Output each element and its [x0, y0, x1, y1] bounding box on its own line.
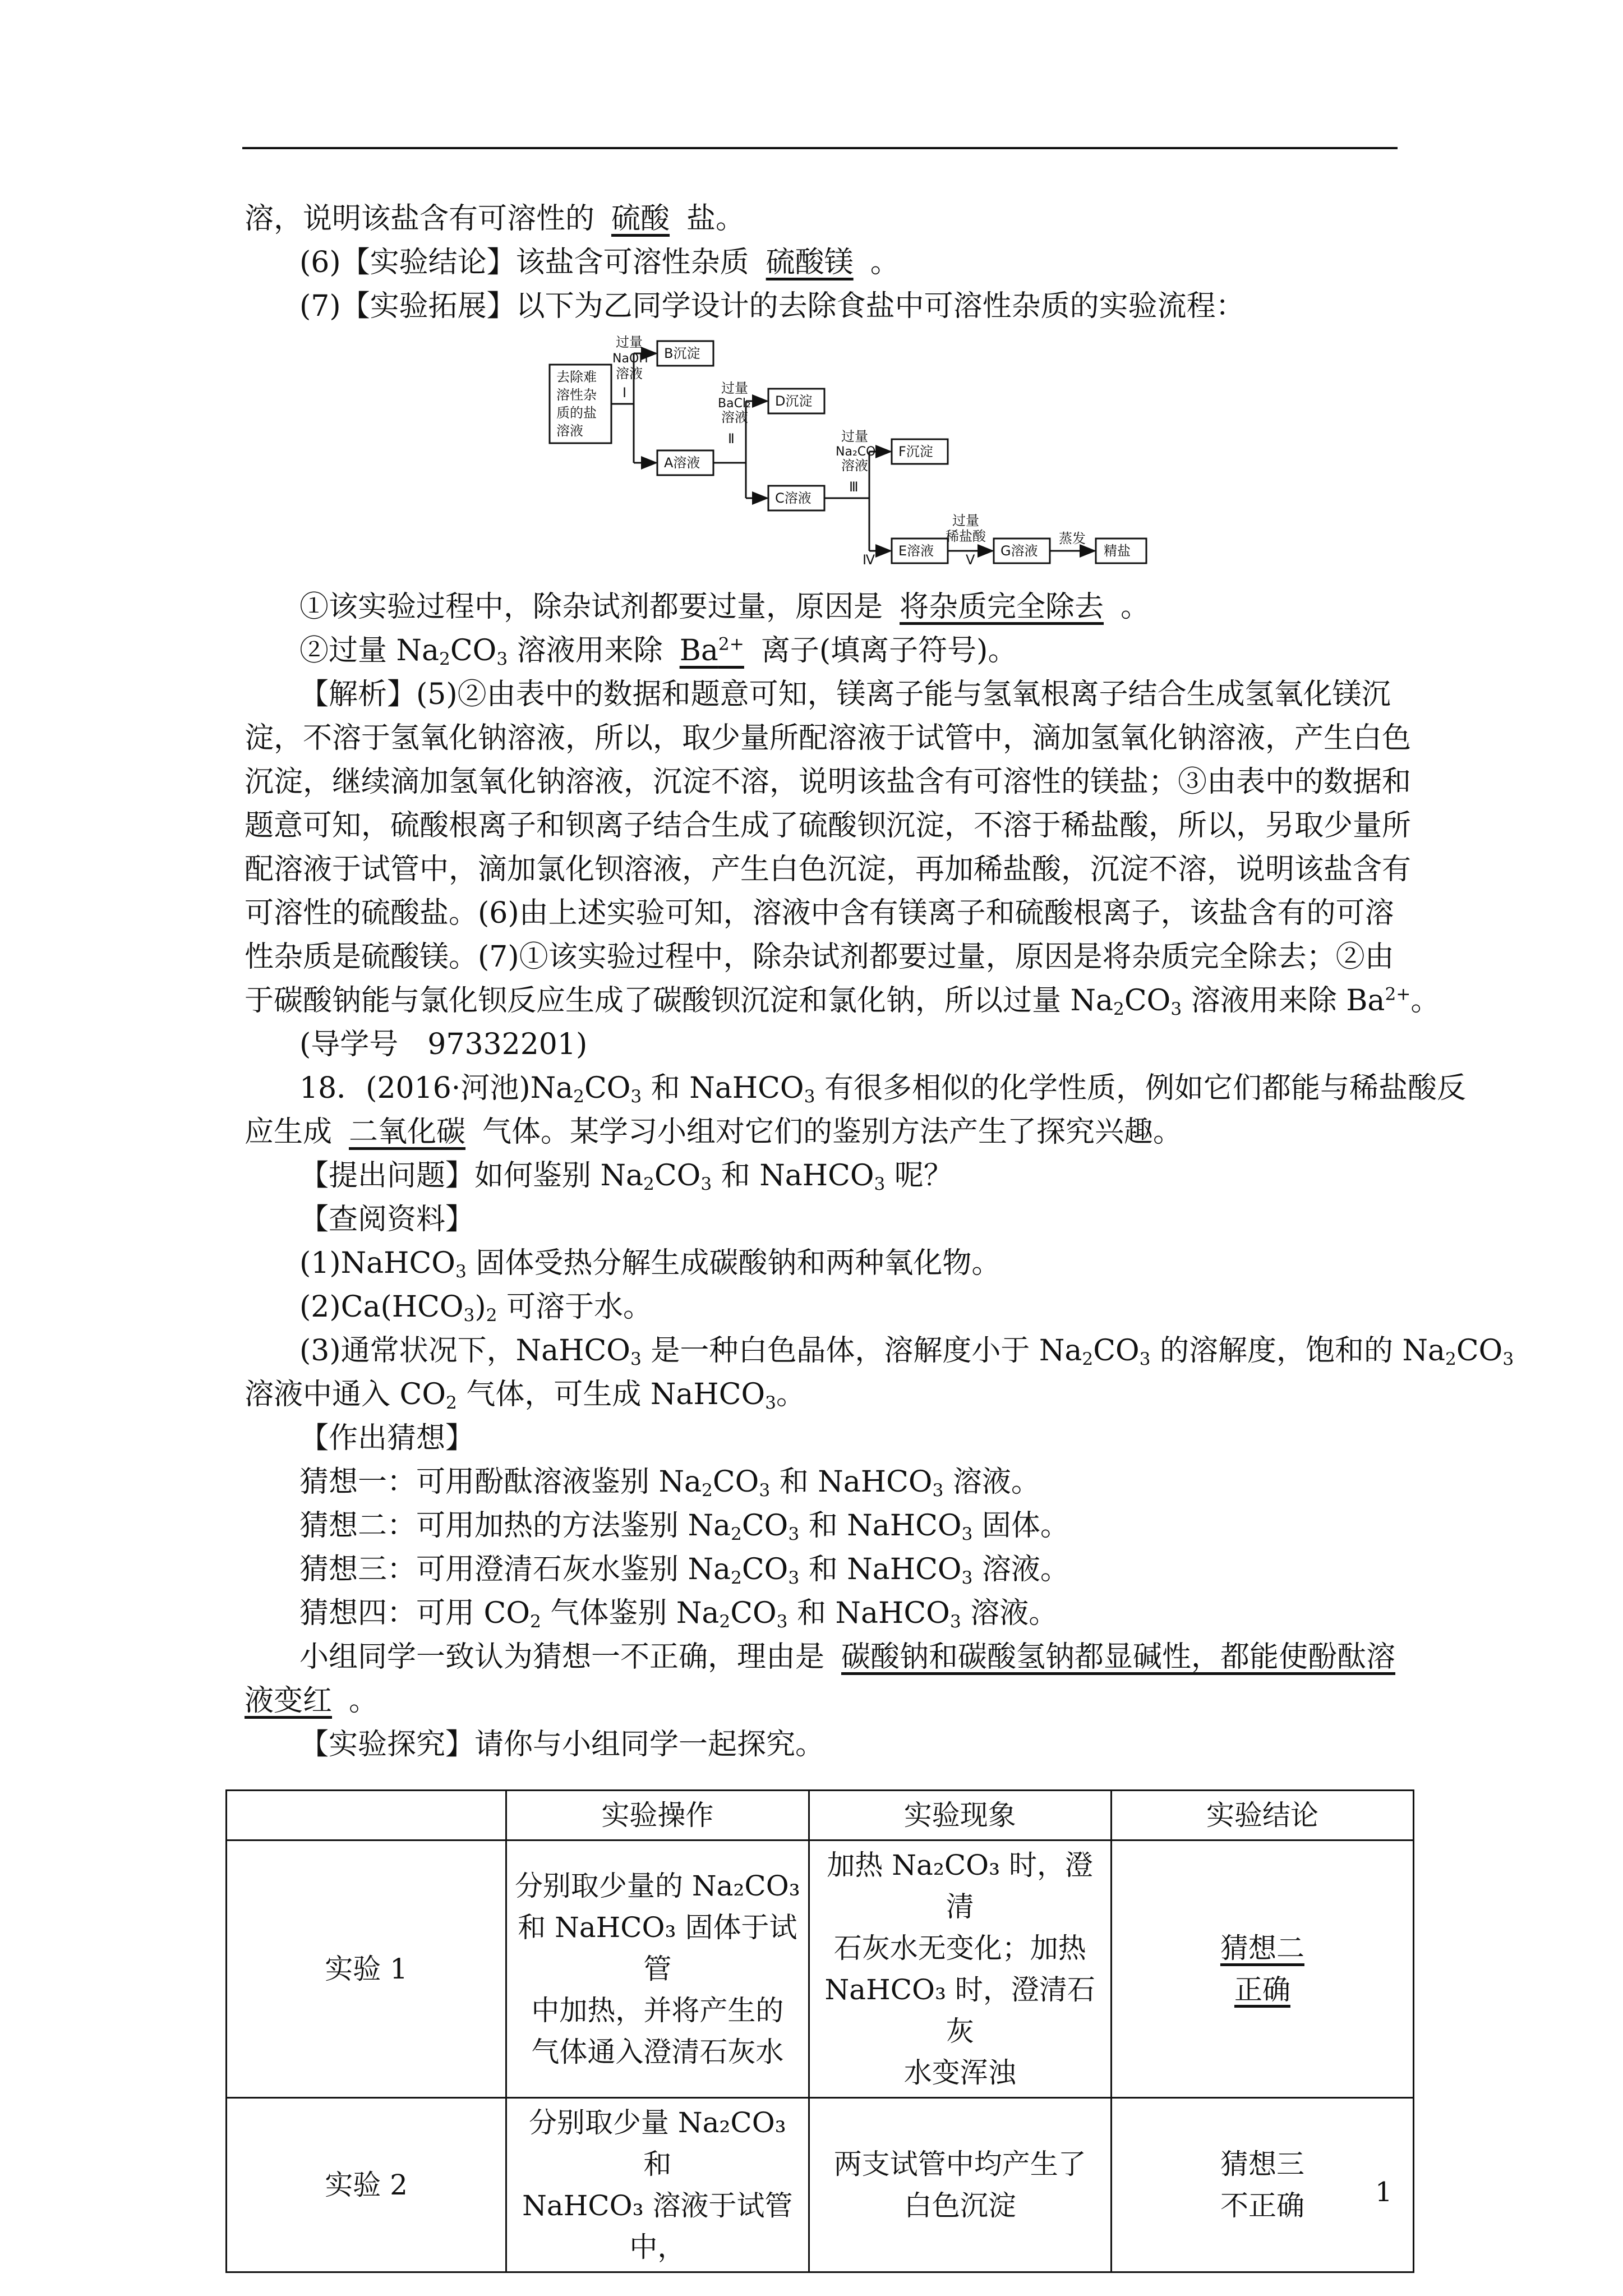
- operation-cell: 分别取少量 Na₂CO₃ 和 NaHCO₃ 溶液于试管中，: [506, 2098, 809, 2272]
- svg-text:溶液: 溶液: [721, 409, 748, 425]
- text-line: 【实验探究】请你与小组同学一起探究。: [299, 1728, 825, 1761]
- conclusion-cell: 猜想二 正确: [1111, 1841, 1413, 2098]
- text-line: 18．(2016·河池)$Na_2CO_3$ 和 NaHCO$_3$ 有很多相似的化学性质，例如它们都能与稀盐酸反: [299, 1071, 1466, 1107]
- text-line: $(2)Ca(HCO_3)_2$ 可溶于水。: [299, 1290, 653, 1326]
- answer-blank: $Ba^{2+}$: [679, 634, 744, 668]
- text-line: 【作出猜想】: [299, 1421, 475, 1455]
- svg-text:过量: 过量: [841, 429, 868, 444]
- phenomenon-cell: 两支试管中均产生了 白色沉淀: [809, 2098, 1111, 2272]
- text-line: 配溶液于试管中，滴加氯化钡溶液，产生白色沉淀，再加稀盐酸，沉淀不溶，说明该盐含有: [245, 853, 1412, 886]
- svg-text:Na₂CO₃: Na₂CO₃: [836, 445, 881, 459]
- text-line: ①该实验过程中，除杂试剂都要过量，原因是 将杂质完全除去 。: [299, 583, 1150, 631]
- text-line: 【提出问题】如何鉴别 $Na_2CO_3$ 和 NaHCO$_3$ 呢？: [299, 1159, 953, 1194]
- text-line: 于碳酸钠能与氯化钡反应生成了碳酸钡沉淀和氯化钠，所以过量 $Na_2CO_3$ 溶液用来除 $Ba^{2+}$。: [245, 984, 1440, 1019]
- text-line: 小组同学一致认为猜想一不正确，理由是 碳酸钠和碳酸氢钠都显碱性，都能使酚酞溶: [299, 1634, 1395, 1681]
- text-line: (导学号 97332201): [299, 1028, 588, 1061]
- answer-blank: 硫酸镁: [766, 246, 854, 279]
- experiment-table: [225, 1789, 1414, 2273]
- svg-text:精盐: 精盐: [1104, 543, 1131, 559]
- table-header-cell: 实验操作: [506, 1791, 809, 1841]
- table-header-cell: [227, 1791, 506, 1841]
- svg-text:B沉淀: B沉淀: [664, 346, 700, 361]
- text-line: 猜想二：可用加热的方法鉴别 $Na_2CO_3$ 和 NaHCO$_3$ 固体。: [299, 1509, 1069, 1544]
- text-line: ②过量 $Na_2CO_3$ 溶液用来除 $Ba^{2+}$ 离子(填离子符号)。: [299, 627, 1017, 674]
- phenomenon-cell: 加热 Na₂CO₃ 时，澄清 石灰水无变化；加热 NaHCO₃ 时，澄清石灰 水变浑浊: [809, 1841, 1111, 2098]
- svg-text:BaCl₂: BaCl₂: [718, 397, 751, 411]
- answer-blank: 二氧化碳: [349, 1115, 466, 1149]
- svg-text:蒸发: 蒸发: [1059, 531, 1086, 546]
- text-line: 可溶性的硫酸盐。(6)由上述实验可知，溶液中含有镁离子和硫酸根离子，该盐含有的可溶: [245, 896, 1394, 930]
- svg-text:溶液: 溶液: [841, 458, 868, 473]
- svg-text:G溶液: G溶液: [1000, 543, 1038, 559]
- table-header-cell: 实验结论: [1111, 1791, 1413, 1841]
- table-header-row: [227, 1791, 1414, 1841]
- text-line: (6)【实验结论】该盐含可溶性杂质 硫酸镁 。: [299, 239, 900, 286]
- page-number: 1: [1375, 2177, 1393, 2208]
- text-line: 【查阅资料】: [299, 1203, 475, 1236]
- text-line: 猜想三：可用澄清石灰水鉴别 $Na_2CO_3$ 和 NaHCO$_3$ 溶液。: [299, 1553, 1069, 1588]
- text-line: (7)【实验拓展】以下为乙同学设计的去除食盐中可溶性杂质的实验流程：: [299, 289, 1245, 323]
- svg-text:质的盐: 质的盐: [556, 405, 597, 421]
- svg-text:Ⅰ: Ⅰ: [623, 385, 627, 401]
- svg-text:NaOH: NaOH: [612, 352, 648, 366]
- svg-text:过量: 过量: [616, 334, 643, 350]
- conclusion-cell: 猜想三 不正确: [1111, 2098, 1413, 2272]
- svg-text:E溶液: E溶液: [898, 543, 934, 559]
- header-rule: [242, 147, 1398, 149]
- text-line: 猜想四：可用 $CO_2$ 气体鉴别 $Na_2CO_3$ 和 NaHCO$_3$ 溶液。: [299, 1596, 1058, 1632]
- text-line: 溶，说明该盐含有可溶性的 硫酸 盐。: [245, 195, 745, 242]
- text-line: (3)通常状况下，NaHCO$_3$ 是一种白色晶体，溶解度小于 $Na_2CO_3$ 的溶解度，饱和的 $Na_2CO_3$: [299, 1334, 1514, 1369]
- table-row: [227, 2098, 1414, 2272]
- svg-text:A溶液: A溶液: [664, 455, 700, 471]
- text-line: 溶液中通入 $CO_2$ 气体，可生成 NaHCO$_3$。: [245, 1378, 805, 1413]
- text-line: 性杂质是硫酸镁。(7)①该实验过程中，除杂试剂都要过量，原因是将杂质完全除去；②由: [245, 940, 1394, 974]
- svg-text:Ⅲ: Ⅲ: [849, 479, 859, 495]
- svg-text:D沉淀: D沉淀: [775, 393, 813, 409]
- svg-text:去除难: 去除难: [556, 369, 597, 385]
- svg-text:过量: 过量: [952, 513, 979, 528]
- svg-text:稀盐酸: 稀盐酸: [946, 528, 986, 544]
- answer-blank: 液变红: [245, 1684, 333, 1718]
- svg-text:过量: 过量: [721, 380, 748, 396]
- text-line: 淀，不溶于氢氧化钠溶液，所以，取少量所配溶液于试管中，滴加氢氧化钠溶液，产生白色: [245, 721, 1412, 755]
- text-line: 液变红 。: [245, 1684, 379, 1718]
- svg-text:Ⅱ: Ⅱ: [728, 431, 735, 447]
- svg-text:Ⅳ: Ⅳ: [863, 552, 875, 567]
- experiment-name: 实验 1: [227, 1841, 506, 2098]
- svg-text:溶液: 溶液: [556, 423, 583, 439]
- answer-blank: 碳酸钠和碳酸氢钠都显碱性，都能使酚酞溶: [841, 1640, 1396, 1674]
- process-flow-diagram: [544, 331, 1161, 567]
- text-line: 猜想一：可用酚酞溶液鉴别 $Na_2CO_3$ 和 NaHCO$_3$ 溶液。: [299, 1465, 1040, 1501]
- svg-text:溶液: 溶液: [616, 366, 643, 381]
- text-line: 题意可知，硫酸根离子和钡离子结合生成了硫酸钡沉淀，不溶于稀盐酸，所以，另取少量所: [245, 809, 1412, 843]
- text-line: 沉淀，继续滴加氢氧化钠溶液，沉淀不溶，说明该盐含有可溶性的镁盐；③由表中的数据和: [245, 765, 1412, 799]
- table-row: [227, 1841, 1414, 2098]
- svg-text:F沉淀: F沉淀: [898, 444, 933, 459]
- svg-text:C溶液: C溶液: [775, 490, 811, 506]
- svg-text:Ⅴ: Ⅴ: [966, 552, 975, 567]
- answer-blank: 将杂质完全除去: [900, 590, 1104, 624]
- operation-cell: 分别取少量的 Na₂CO₃ 和 NaHCO₃ 固体于试管 中加热，并将产生的 气体通入澄清石灰水: [506, 1841, 809, 2098]
- text-line: 【解析】(5)②由表中的数据和题意可知，镁离子能与氢氧根离子结合生成氢氧化镁沉: [299, 678, 1391, 711]
- table-header-cell: 实验现象: [809, 1791, 1111, 1841]
- text-line: (1)NaHCO$_3$ 固体受热分解生成碳酸钠和两种氧化物。: [299, 1246, 1001, 1282]
- experiment-name: 实验 2: [227, 2098, 506, 2272]
- answer-blank: 硫酸: [611, 202, 670, 236]
- text-line: 应生成 二氧化碳 气体。某学习小组对它们的鉴别方法产生了探究兴趣。: [245, 1108, 1182, 1156]
- svg-text:溶性杂: 溶性杂: [556, 387, 597, 403]
